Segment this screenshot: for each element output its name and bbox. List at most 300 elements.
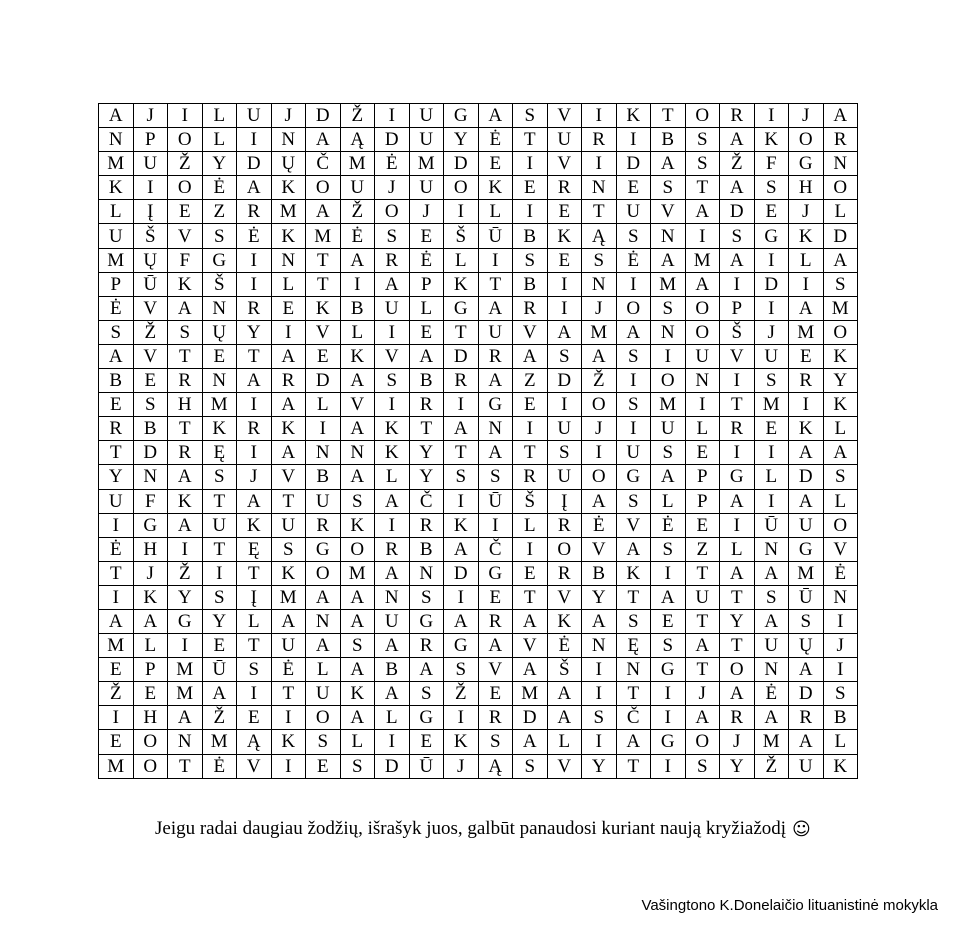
grid-cell: Ė — [99, 296, 134, 320]
grid-cell: R — [720, 417, 755, 441]
grid-cell: B — [409, 369, 444, 393]
grid-cell: D — [444, 152, 479, 176]
grid-cell: A — [789, 441, 824, 465]
grid-cell: A — [513, 658, 548, 682]
grid-cell: I — [616, 369, 651, 393]
grid-cell: A — [720, 248, 755, 272]
grid-cell: A — [340, 369, 375, 393]
grid-cell: R — [409, 393, 444, 417]
grid-cell: A — [720, 128, 755, 152]
grid-cell: V — [513, 634, 548, 658]
grid-cell: S — [271, 537, 306, 561]
grid-cell: T — [720, 585, 755, 609]
grid-cell: N — [582, 272, 617, 296]
grid-cell: R — [375, 537, 410, 561]
grid-cell: S — [409, 682, 444, 706]
grid-cell: Ž — [582, 369, 617, 393]
grid-cell: T — [685, 658, 720, 682]
grid-cell: I — [513, 152, 548, 176]
grid-cell: T — [202, 537, 237, 561]
grid-cell: T — [685, 609, 720, 633]
grid-cell: N — [616, 658, 651, 682]
grid-cell: U — [409, 128, 444, 152]
grid-cell: A — [720, 561, 755, 585]
grid-cell: Ė — [582, 513, 617, 537]
grid-cell: G — [720, 465, 755, 489]
grid-cell: S — [685, 128, 720, 152]
grid-cell: A — [306, 128, 341, 152]
grid-cell: Š — [720, 320, 755, 344]
grid-cell: U — [409, 176, 444, 200]
grid-cell: H — [133, 706, 168, 730]
grid-cell: I — [720, 513, 755, 537]
grid-cell: Ž — [202, 706, 237, 730]
grid-cell: I — [444, 585, 479, 609]
grid-cell: K — [168, 489, 203, 513]
grid-cell: A — [720, 682, 755, 706]
grid-cell: I — [823, 609, 858, 633]
grid-cell: A — [444, 537, 479, 561]
grid-cell: L — [340, 730, 375, 754]
grid-cell: M — [340, 152, 375, 176]
grid-cell: D — [513, 706, 548, 730]
grid-cell: I — [720, 441, 755, 465]
grid-cell: K — [271, 730, 306, 754]
grid-row — [99, 706, 858, 730]
letter-table-body — [99, 104, 858, 779]
grid-cell: K — [340, 344, 375, 368]
grid-cell: E — [99, 393, 134, 417]
grid-cell: R — [99, 417, 134, 441]
grid-cell: I — [168, 537, 203, 561]
grid-cell: A — [340, 706, 375, 730]
grid-cell: O — [823, 513, 858, 537]
grid-cell: D — [306, 104, 341, 128]
grid-cell: Ė — [409, 248, 444, 272]
grid-cell: E — [409, 224, 444, 248]
grid-cell: Ą — [340, 128, 375, 152]
grid-cell: T — [513, 128, 548, 152]
grid-cell: I — [754, 489, 789, 513]
grid-cell: O — [168, 176, 203, 200]
grid-cell: T — [168, 754, 203, 778]
grid-cell: D — [375, 754, 410, 778]
grid-cell: N — [478, 417, 513, 441]
grid-cell: L — [444, 248, 479, 272]
grid-cell: T — [271, 489, 306, 513]
grid-cell: A — [616, 320, 651, 344]
grid-cell: L — [754, 465, 789, 489]
grid-cell: G — [306, 537, 341, 561]
grid-cell: L — [823, 730, 858, 754]
grid-cell: A — [651, 248, 686, 272]
grid-cell: U — [547, 417, 582, 441]
grid-cell: G — [789, 152, 824, 176]
grid-cell: T — [168, 344, 203, 368]
grid-cell: O — [340, 537, 375, 561]
grid-cell: N — [582, 634, 617, 658]
grid-cell: I — [168, 104, 203, 128]
grid-cell: N — [409, 561, 444, 585]
grid-cell: N — [651, 224, 686, 248]
grid-cell: E — [478, 682, 513, 706]
grid-cell: B — [99, 369, 134, 393]
grid-cell: S — [375, 224, 410, 248]
grid-cell: I — [616, 417, 651, 441]
grid-cell: A — [720, 176, 755, 200]
word-search-grid — [98, 103, 858, 779]
grid-cell: A — [754, 561, 789, 585]
grid-cell: R — [168, 441, 203, 465]
grid-cell: I — [823, 658, 858, 682]
grid-cell: A — [375, 682, 410, 706]
grid-cell: O — [685, 730, 720, 754]
grid-cell: R — [789, 706, 824, 730]
grid-cell: D — [789, 682, 824, 706]
grid-cell: T — [409, 417, 444, 441]
grid-cell: S — [651, 441, 686, 465]
grid-cell: A — [582, 609, 617, 633]
grid-row — [99, 344, 858, 368]
grid-cell: U — [547, 128, 582, 152]
grid-cell: T — [202, 489, 237, 513]
grid-cell: Č — [616, 706, 651, 730]
grid-cell: M — [582, 320, 617, 344]
grid-cell: V — [547, 754, 582, 778]
grid-cell: S — [651, 634, 686, 658]
grid-cell: A — [651, 152, 686, 176]
grid-cell: G — [651, 658, 686, 682]
grid-cell: D — [237, 152, 272, 176]
grid-cell: G — [444, 296, 479, 320]
grid-cell: G — [168, 609, 203, 633]
grid-cell: N — [202, 296, 237, 320]
grid-cell: V — [271, 465, 306, 489]
grid-cell: Ę — [202, 441, 237, 465]
grid-cell: E — [271, 296, 306, 320]
grid-cell: G — [444, 634, 479, 658]
grid-cell: Š — [444, 224, 479, 248]
grid-cell: I — [375, 730, 410, 754]
grid-cell: S — [651, 176, 686, 200]
grid-cell: R — [168, 369, 203, 393]
grid-cell: Y — [168, 585, 203, 609]
grid-cell: I — [444, 393, 479, 417]
grid-cell: Š — [133, 224, 168, 248]
grid-cell: R — [720, 706, 755, 730]
grid-cell: J — [685, 682, 720, 706]
grid-row — [99, 248, 858, 272]
grid-cell: Ę — [237, 537, 272, 561]
grid-cell: S — [168, 320, 203, 344]
grid-cell: U — [271, 513, 306, 537]
grid-cell: Ū — [202, 658, 237, 682]
grid-row — [99, 730, 858, 754]
grid-cell: I — [789, 272, 824, 296]
grid-cell: I — [685, 224, 720, 248]
grid-cell: Ž — [720, 152, 755, 176]
grid-cell: I — [789, 393, 824, 417]
grid-cell: Y — [202, 152, 237, 176]
grid-cell: Ė — [375, 152, 410, 176]
grid-cell: N — [306, 441, 341, 465]
grid-cell: Ų — [133, 248, 168, 272]
grid-cell: P — [720, 296, 755, 320]
grid-cell: E — [168, 200, 203, 224]
grid-row — [99, 441, 858, 465]
grid-cell: L — [823, 200, 858, 224]
grid-cell: L — [547, 730, 582, 754]
grid-cell: M — [409, 152, 444, 176]
grid-cell: A — [478, 104, 513, 128]
grid-cell: O — [685, 296, 720, 320]
grid-cell: S — [202, 224, 237, 248]
grid-cell: A — [513, 344, 548, 368]
grid-cell: U — [237, 104, 272, 128]
grid-cell: R — [720, 104, 755, 128]
grid-cell: R — [409, 634, 444, 658]
grid-cell: Ž — [340, 200, 375, 224]
grid-cell: I — [582, 682, 617, 706]
grid-cell: I — [513, 417, 548, 441]
grid-cell: A — [409, 344, 444, 368]
grid-cell: I — [375, 393, 410, 417]
grid-cell: B — [582, 561, 617, 585]
grid-cell: I — [237, 272, 272, 296]
grid-cell: Ų — [789, 634, 824, 658]
grid-cell: E — [547, 248, 582, 272]
grid-cell: J — [271, 104, 306, 128]
smiley-icon: ☺ — [792, 819, 811, 840]
grid-cell: V — [823, 537, 858, 561]
grid-cell: B — [409, 537, 444, 561]
grid-cell: O — [168, 128, 203, 152]
grid-cell: S — [651, 296, 686, 320]
grid-cell: O — [651, 369, 686, 393]
grid-row — [99, 104, 858, 128]
grid-cell: K — [340, 513, 375, 537]
grid-cell: L — [685, 417, 720, 441]
grid-cell: I — [99, 706, 134, 730]
grid-cell: M — [685, 248, 720, 272]
grid-cell: J — [720, 730, 755, 754]
grid-cell: N — [340, 441, 375, 465]
grid-cell: A — [651, 465, 686, 489]
grid-cell: A — [547, 320, 582, 344]
grid-cell: M — [202, 730, 237, 754]
grid-cell: Y — [720, 754, 755, 778]
grid-cell: N — [823, 152, 858, 176]
grid-cell: S — [685, 754, 720, 778]
grid-cell: I — [582, 104, 617, 128]
grid-cell: V — [547, 585, 582, 609]
grid-cell: V — [340, 393, 375, 417]
grid-cell: Ų — [202, 320, 237, 344]
grid-cell: K — [99, 176, 134, 200]
grid-cell: A — [478, 441, 513, 465]
grid-cell: A — [616, 537, 651, 561]
grid-cell: S — [409, 585, 444, 609]
grid-cell: I — [754, 248, 789, 272]
grid-cell: L — [306, 658, 341, 682]
grid-cell: A — [237, 176, 272, 200]
grid-cell: A — [202, 682, 237, 706]
grid-cell: Ė — [651, 513, 686, 537]
grid-cell: I — [513, 200, 548, 224]
grid-cell: Ę — [616, 634, 651, 658]
grid-cell: Ž — [133, 320, 168, 344]
grid-row — [99, 489, 858, 513]
grid-cell: Z — [685, 537, 720, 561]
grid-cell: U — [616, 441, 651, 465]
grid-cell: E — [237, 706, 272, 730]
grid-cell: I — [237, 441, 272, 465]
grid-cell: S — [375, 369, 410, 393]
grid-cell: T — [99, 441, 134, 465]
grid-cell: Z — [513, 369, 548, 393]
grid-cell: R — [237, 200, 272, 224]
grid-cell: M — [651, 393, 686, 417]
grid-cell: B — [651, 128, 686, 152]
grid-cell: A — [478, 296, 513, 320]
grid-cell: Ė — [340, 224, 375, 248]
grid-cell: B — [513, 224, 548, 248]
grid-cell: T — [237, 344, 272, 368]
grid-cell: A — [547, 706, 582, 730]
grid-cell: A — [271, 609, 306, 633]
grid-cell: A — [375, 561, 410, 585]
grid-cell: O — [823, 176, 858, 200]
grid-cell: A — [444, 417, 479, 441]
grid-cell: E — [133, 369, 168, 393]
grid-cell: K — [340, 682, 375, 706]
grid-cell: V — [237, 754, 272, 778]
grid-cell: J — [375, 176, 410, 200]
grid-cell: R — [582, 128, 617, 152]
grid-cell: Č — [478, 537, 513, 561]
grid-cell: J — [133, 104, 168, 128]
grid-cell: G — [409, 609, 444, 633]
grid-cell: S — [133, 393, 168, 417]
grid-cell: Ū — [133, 272, 168, 296]
grid-cell: O — [823, 320, 858, 344]
grid-cell: E — [513, 176, 548, 200]
grid-cell: G — [478, 561, 513, 585]
grid-cell: K — [547, 224, 582, 248]
grid-cell: E — [409, 730, 444, 754]
grid-cell: D — [547, 369, 582, 393]
grid-cell: F — [754, 152, 789, 176]
grid-cell: K — [478, 176, 513, 200]
grid-cell: A — [823, 104, 858, 128]
grid-cell: L — [202, 104, 237, 128]
grid-cell: G — [409, 706, 444, 730]
grid-cell: K — [547, 609, 582, 633]
grid-cell: M — [823, 296, 858, 320]
grid-cell: Į — [237, 585, 272, 609]
grid-cell: I — [547, 296, 582, 320]
grid-cell: Ė — [823, 561, 858, 585]
grid-cell: K — [444, 272, 479, 296]
grid-cell: I — [651, 706, 686, 730]
grid-cell: S — [754, 585, 789, 609]
grid-cell: I — [547, 272, 582, 296]
grid-cell: E — [306, 344, 341, 368]
grid-cell: G — [754, 224, 789, 248]
grid-cell: N — [375, 585, 410, 609]
grid-cell: Y — [99, 465, 134, 489]
grid-cell: S — [513, 754, 548, 778]
grid-cell: N — [271, 248, 306, 272]
grid-row — [99, 200, 858, 224]
grid-cell: K — [271, 176, 306, 200]
grid-cell: I — [582, 658, 617, 682]
grid-cell: I — [547, 393, 582, 417]
grid-cell: I — [616, 272, 651, 296]
grid-cell: L — [823, 489, 858, 513]
grid-cell: Ž — [340, 104, 375, 128]
grid-cell: P — [685, 465, 720, 489]
grid-cell: U — [375, 609, 410, 633]
grid-cell: A — [823, 441, 858, 465]
grid-cell: T — [444, 441, 479, 465]
grid-cell: S — [720, 224, 755, 248]
grid-cell: L — [409, 296, 444, 320]
grid-cell: Ė — [271, 658, 306, 682]
grid-cell: M — [99, 754, 134, 778]
grid-cell: Y — [582, 754, 617, 778]
grid-cell: U — [375, 296, 410, 320]
grid-cell: U — [616, 200, 651, 224]
grid-cell: L — [651, 489, 686, 513]
grid-cell: L — [237, 609, 272, 633]
grid-cell: A — [789, 730, 824, 754]
grid-cell: A — [513, 730, 548, 754]
grid-cell: E — [306, 754, 341, 778]
grid-cell: T — [582, 200, 617, 224]
grid-cell: Š — [202, 272, 237, 296]
grid-cell: S — [547, 441, 582, 465]
grid-cell: P — [409, 272, 444, 296]
grid-cell: Z — [202, 200, 237, 224]
grid-cell: O — [616, 296, 651, 320]
grid-cell: K — [375, 441, 410, 465]
grid-cell: U — [271, 634, 306, 658]
grid-cell: T — [237, 561, 272, 585]
grid-row — [99, 224, 858, 248]
grid-cell: V — [478, 658, 513, 682]
grid-cell: F — [168, 248, 203, 272]
grid-cell: M — [99, 248, 134, 272]
grid-cell: N — [823, 585, 858, 609]
grid-cell: R — [547, 561, 582, 585]
grid-cell: K — [271, 417, 306, 441]
grid-cell: Ė — [616, 248, 651, 272]
grid-cell: O — [306, 706, 341, 730]
grid-cell: A — [616, 730, 651, 754]
grid-cell: R — [547, 513, 582, 537]
grid-cell: T — [444, 320, 479, 344]
grid-cell: R — [789, 369, 824, 393]
grid-cell: S — [823, 465, 858, 489]
grid-cell: T — [271, 682, 306, 706]
grid-cell: T — [616, 682, 651, 706]
grid-cell: Ą — [478, 754, 513, 778]
grid-cell: P — [685, 489, 720, 513]
grid-cell: N — [754, 658, 789, 682]
grid-cell: Ė — [478, 128, 513, 152]
grid-cell: J — [133, 561, 168, 585]
